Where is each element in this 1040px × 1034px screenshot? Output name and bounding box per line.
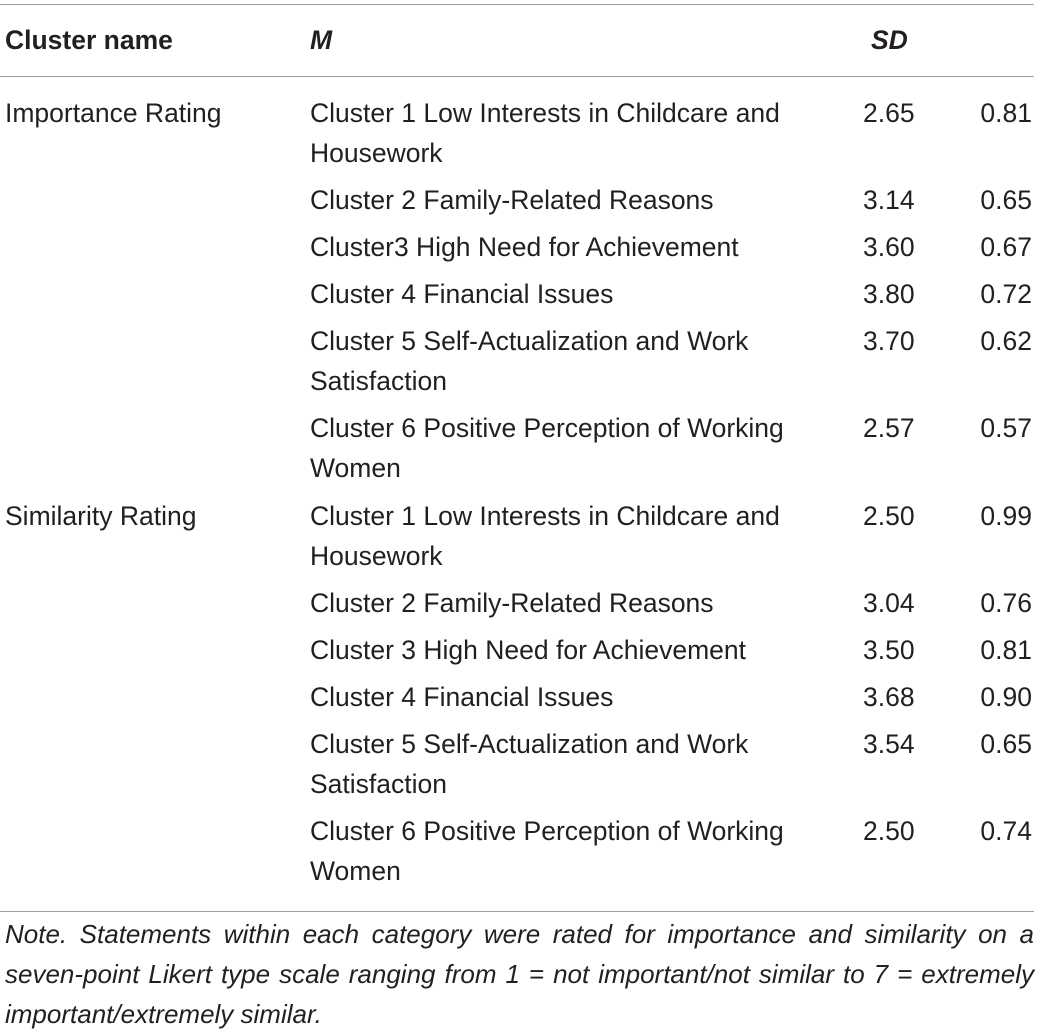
header-cluster-name: Cluster name — [5, 25, 173, 55]
m-value-cell: 3.50 — [863, 635, 915, 665]
sd-value-cell: 0.81 — [980, 635, 1032, 665]
group-label-empty — [0, 811, 305, 912]
table-row — [0, 227, 1034, 274]
m-value-cell: 3.70 — [863, 326, 915, 356]
m-value-cell: 2.57 — [863, 413, 915, 443]
cluster-ratings-table — [0, 4, 1034, 912]
group-label-empty — [0, 630, 305, 677]
sd-value-cell: 0.72 — [980, 279, 1032, 309]
sd-value-cell: 0.67 — [980, 232, 1032, 262]
group-label-empty — [0, 180, 305, 227]
header-m: M — [310, 25, 333, 55]
group-label-empty — [0, 583, 305, 630]
data-table-container — [0, 4, 1034, 912]
group-label-empty — [0, 321, 305, 408]
header-empty — [950, 5, 1034, 77]
table-row — [0, 180, 1034, 227]
cluster-cell: Cluster 2 Family-Related Reasons — [310, 185, 714, 215]
table-header — [0, 5, 1034, 77]
m-value-cell: 3.14 — [863, 185, 915, 215]
table-row — [0, 677, 1034, 724]
m-value-cell: 3.80 — [863, 279, 915, 309]
group-label-empty — [0, 274, 305, 321]
sd-value-cell: 0.76 — [980, 588, 1032, 618]
cluster-cell: Cluster 5 Self-Actualization and Work Satisfaction — [310, 729, 749, 799]
table-row — [0, 274, 1034, 321]
group-label-empty — [0, 408, 305, 496]
group-label-importance: Importance Rating — [5, 98, 222, 128]
cluster-cell: Cluster 3 High Need for Achievement — [310, 635, 746, 665]
table-body — [0, 77, 1034, 912]
sd-value-cell: 0.74 — [980, 816, 1032, 846]
group-label-empty — [0, 724, 305, 811]
cluster-cell: Cluster 6 Positive Perception of Working Women — [310, 413, 784, 483]
sd-value-cell: 0.65 — [980, 185, 1032, 215]
cluster-cell: Cluster 4 Financial Issues — [310, 682, 614, 712]
sd-value-cell: 0.65 — [980, 729, 1032, 759]
sd-value-cell: 0.99 — [980, 501, 1032, 531]
group-label-empty — [0, 677, 305, 724]
group-label-empty — [0, 227, 305, 274]
header-sd: SD — [871, 25, 908, 55]
m-value-cell: 3.60 — [863, 232, 915, 262]
sd-value-cell: 0.57 — [980, 413, 1032, 443]
cluster-cell: Cluster3 High Need for Achievement — [310, 232, 739, 262]
cluster-cell: Cluster 4 Financial Issues — [310, 279, 614, 309]
table-note: Note. Statements within each category were rated for importance and similarity on a seven-point Likert type scale ranging from 1 = not important/not similar to 7 = extremely important/extremely similar. — [5, 919, 1034, 1029]
cluster-cell: Cluster 1 Low Interests in Childcare and Housework — [310, 501, 780, 571]
sd-value-cell: 0.90 — [980, 682, 1032, 712]
cluster-cell: Cluster 6 Positive Perception of Working Women — [310, 816, 784, 886]
m-value-cell: 3.54 — [863, 729, 915, 759]
sd-value-cell: 0.81 — [980, 98, 1032, 128]
table-row — [0, 77, 1034, 181]
m-value-cell: 3.04 — [863, 588, 915, 618]
cluster-cell: Cluster 2 Family-Related Reasons — [310, 588, 714, 618]
sd-value-cell: 0.62 — [980, 326, 1032, 356]
table-row — [0, 724, 1034, 811]
table-row — [0, 408, 1034, 496]
m-value-cell: 3.68 — [863, 682, 915, 712]
table-row — [0, 811, 1034, 912]
cluster-cell: Cluster 5 Self-Actualization and Work Satisfaction — [310, 326, 749, 396]
table-row — [0, 496, 1034, 583]
m-value-cell: 2.50 — [863, 501, 915, 531]
table-row — [0, 321, 1034, 408]
cluster-cell: Cluster 1 Low Interests in Childcare and Housework — [310, 98, 780, 168]
m-value-cell: 2.65 — [863, 98, 915, 128]
m-value-cell: 2.50 — [863, 816, 915, 846]
group-label-similarity: Similarity Rating — [5, 501, 197, 531]
table-row — [0, 583, 1034, 630]
header-row — [0, 5, 1034, 77]
table-row — [0, 630, 1034, 677]
